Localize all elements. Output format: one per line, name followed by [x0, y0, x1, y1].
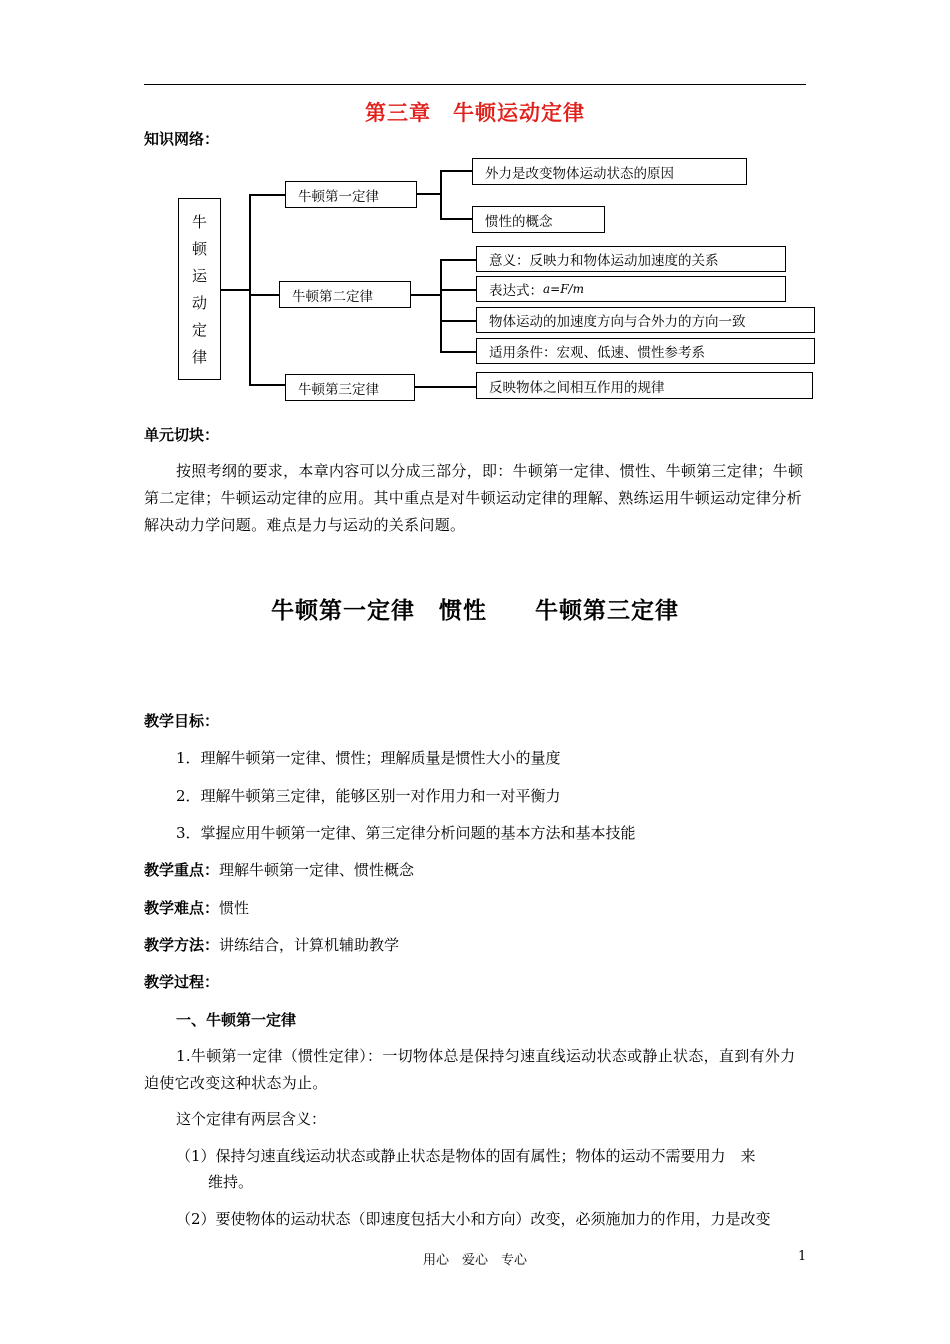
goals-label: 教学目标：	[144, 712, 220, 730]
formula-label: 表达式：	[489, 283, 543, 299]
law1-paragraph: 1.牛顿第一定律（惯性定律）：一切物体总是保持匀速直线运动状态或静止状态，直到有外力迫使它改变这种状态为止。	[144, 1047, 796, 1092]
connector-line	[249, 194, 285, 196]
connector-line	[221, 289, 250, 291]
law2-box: 牛顿第二定律	[279, 281, 411, 308]
connector-line	[440, 218, 472, 220]
connector-line	[411, 294, 441, 296]
law2-item-box: 物体运动的加速度方向与合外力的方向一致	[476, 307, 815, 333]
root-char: 顿	[191, 240, 207, 258]
subsection-title	[176, 1009, 296, 1030]
method-label: 教学方法：	[144, 936, 220, 954]
law1-item-box: 外力是改变物体运动状态的原因	[472, 158, 747, 185]
diagram-root-box	[178, 198, 221, 380]
connector-line	[440, 351, 476, 353]
law1-item-box: 惯性的概念	[472, 206, 605, 233]
law3-box: 牛顿第三定律	[285, 374, 415, 401]
process-label: 教学过程：	[144, 973, 220, 991]
goal-item: 2．理解牛顿第三定律，能够区别一对作用力和一对平衡力	[176, 787, 561, 805]
connector-line	[440, 259, 476, 261]
root-char: 律	[191, 348, 207, 366]
method-line	[144, 934, 399, 955]
connector-line	[440, 259, 442, 352]
subsection-title-text: 一、牛顿第一定律	[176, 1011, 297, 1029]
law3-item-box: 反映物体之间相互作用的规律	[476, 372, 813, 399]
connector-line	[415, 386, 476, 388]
connector-line	[440, 320, 476, 322]
key-point-label: 教学重点：	[144, 861, 220, 879]
law2-item-box: 适用条件：宏观、低速、惯性参考系	[476, 338, 815, 364]
connector-line	[417, 193, 441, 195]
key-point-text: 理解牛顿第一定律、惯性概念	[219, 861, 415, 879]
formula-text: a=F/m	[543, 282, 584, 296]
method-text: 讲练结合，计算机辅助教学	[219, 936, 400, 954]
law2-item-box: 意义：反映力和物体运动加速度的关系	[476, 246, 786, 272]
unit-paragraph: 按照考纲的要求，本章内容可以分成三部分，即：牛顿第一定律、惯性、牛顿第三定律；牛顿第二定律；牛顿运动定律的应用。其中重点是对牛顿运动定律的理解、熟练运用牛顿运动定律分析解决动力学问题。难点是力与运动的关系问题。	[144, 462, 804, 534]
connector-line	[249, 194, 251, 385]
page-number: 1	[798, 1249, 807, 1264]
root-char: 运	[191, 267, 207, 285]
meaning-item-1-cont: 维持。	[208, 1173, 254, 1191]
chapter-title: 第三章 牛顿运动定律	[365, 101, 585, 125]
goal-item: 3．掌握应用牛顿第一定律、第三定律分析问题的基本方法和基本技能	[176, 824, 636, 842]
difficulty-label: 教学难点：	[144, 899, 220, 917]
meaning-intro: 这个定律有两层含义：	[176, 1110, 327, 1128]
key-point-line	[144, 859, 414, 880]
page-footer: 用心 爱心 专心	[422, 1253, 527, 1268]
goal-item: 1．理解牛顿第一定律、惯性；理解质量是惯性大小的量度	[176, 749, 561, 767]
law1-box: 牛顿第一定律	[285, 181, 417, 208]
root-char: 动	[191, 294, 207, 312]
section-title: 牛顿第一定律 惯性 牛顿第三定律	[271, 598, 679, 624]
law2-formula-box	[476, 276, 786, 302]
knowledge-network-label: 知识网络：	[144, 130, 220, 148]
difficulty-text: 惯性	[219, 899, 250, 917]
meaning-item-2: （2）要使物体的运动状态（即速度包括大小和方向）改变，必须施加力的作用，力是改变	[176, 1210, 771, 1228]
connector-line	[249, 294, 279, 296]
connector-line	[440, 170, 472, 172]
difficulty-line	[144, 897, 249, 918]
unit-label: 单元切块：	[144, 426, 220, 444]
header-rule	[144, 84, 806, 85]
connector-line	[440, 170, 442, 219]
connector-line	[440, 289, 476, 291]
root-char: 牛	[191, 213, 207, 231]
connector-line	[249, 384, 285, 386]
root-char: 定	[191, 321, 207, 339]
meaning-item-1: （1）保持匀速直线运动状态或静止状态是物体的固有属性；物体的运动不需要用力 来	[176, 1147, 756, 1165]
knowledge-network-diagram	[170, 155, 820, 410]
